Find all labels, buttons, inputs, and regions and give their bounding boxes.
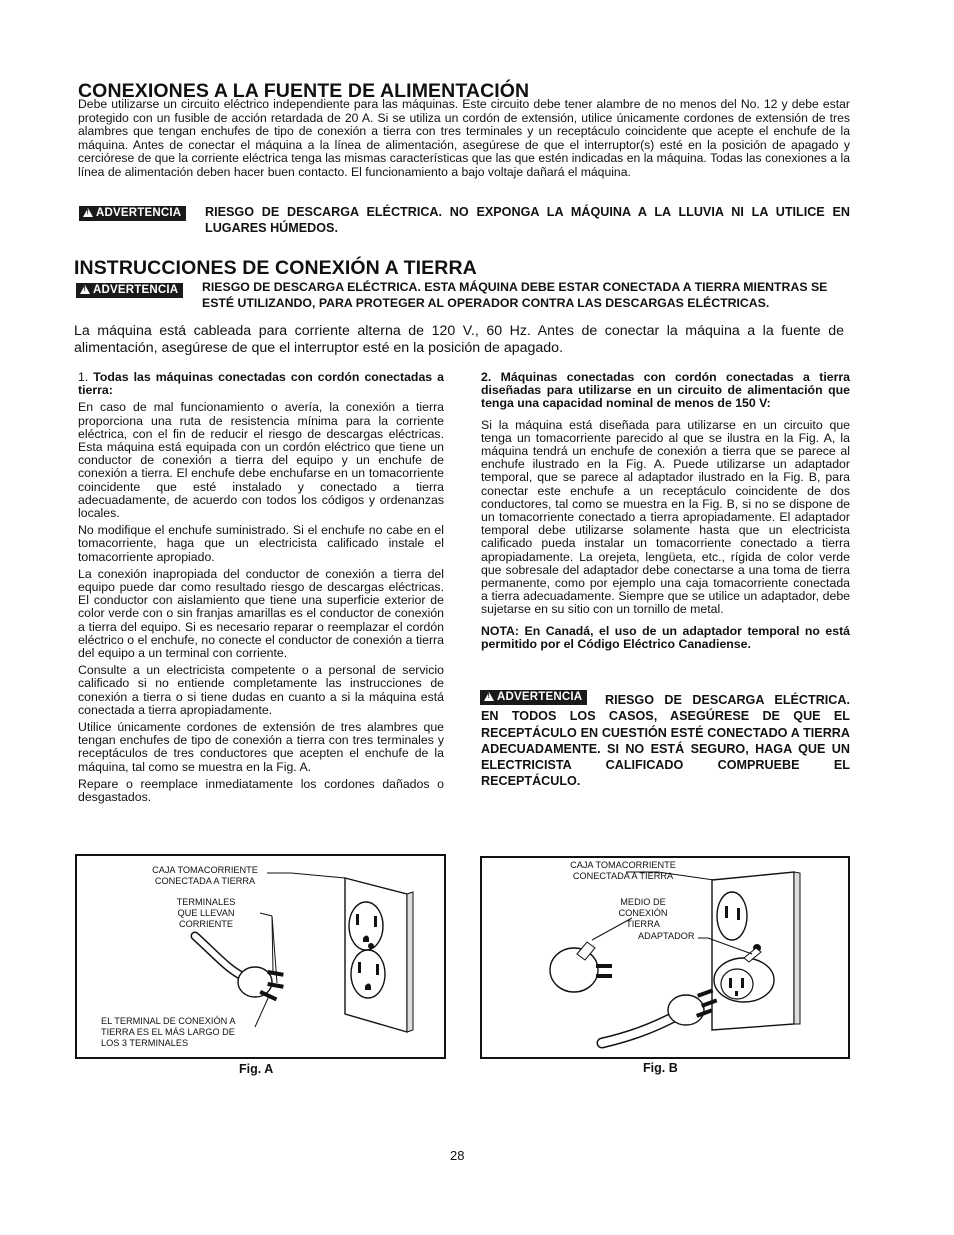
figure-b-illustration xyxy=(482,858,848,1057)
label-line: EL TERMINAL DE CONEXIÓN A xyxy=(101,1016,236,1026)
right-column xyxy=(481,371,850,655)
label-ground-terminal xyxy=(101,1016,261,1049)
power-connection-paragraph: Debe utilizarse un circuito eléctrico independiente para las máquinas. Este circuito debe tener alambre de no menos del No. 12 y debe estar protegido con un fusible de acción retardada de 20 A. Si se utiliza un cordón de extensión, utilice únicamente cordones de extensión de tres alambres que tengan enchufes de tipo de conexión a tierra con tres terminales y un receptáculo coincidente que acepte el enchufe de la máquina. Antes de conectar el máquina a la línea de alimentación, asegúrese de que el interruptor(s) esté en la posición de apagado y cerciórese de que la corriente eléctrica tenga las mismas características que las que estén indicadas en la máquina. Todas las conexiones a la línea de alimentación deben hacer buen contacto. El funcionamiento a bajo voltaje dañará el máquina. xyxy=(78,97,850,179)
label-line: CAJA TOMACORRIENTE xyxy=(570,860,676,870)
warning-text-receptacle: RIESGO DE DESCARGA ELÉCTRICA. EN TODOS LOS CASOS, ASEGÚRESE DE QUE EL RECEPTÁCULO EN CUESTIÓN ESTÉ CONECTADO A TIERRA ADECUADAMENTE. SI NO ESTÁ SEGURO, HAGA QUE UN ELECTRICISTA CALIFICADO COMPRUEBE EL RECEPTÁCULO. xyxy=(481,693,850,789)
label-line: TERMINALES xyxy=(176,897,236,907)
figure-a-caption: Fig. A xyxy=(239,1062,274,1076)
figure-a-box xyxy=(75,854,446,1059)
figure-b-box xyxy=(480,856,850,1059)
right-paragraph: Si la máquina está diseñada para utilizarse en un circuito que tenga un tomacorriente parecido al que se ilustra en la Fig. A, la máquina tendrá un enchufe de conexión a tierra que se parece al enchufe ilustrado en la Fig. A. Puede utilizarse un adaptador temporal, que se parece al adaptador ilustrado en la Fig. B, para conectar este enchufe a un receptáculo coincidente de dos conductores, tal como se muestra en la Fig. B, si no se dispone de un tomacorriente conectado a tierra apropiadamente. El adaptador temporal debe utilizarse solamente hasta que un electricista calificado pueda instalar un tomacorriente conectado a tierra apropiadamente. La orejeta, lengüeta, etc., rígida de color verde que sobresale del adaptador debe conectarse a una toma de tierra permanente, como por ejemplo una caja tomacorriente conectada a tierra adecuadamente. Siempre que se utilice un adaptador, debe sujetarse en su sitio con un tornillo de metal. xyxy=(481,417,850,617)
label-line: QUE LLEVAN xyxy=(177,908,235,918)
left-paragraph: En caso de mal funcionamiento o avería, la conexión a tierra proporciona una ruta de resistencia mínima para la corriente eléctrica, con el fin de reducir el riesgo de descargas eléctricas. Esta máquina está equipada con un cordón eléctrico que tiene un conductor de conexión a tierra del equipo y un enchufe de conexión a tierra. El enchufe debe enchufarse en un tomacorriente coincidente que esté instalado y conectado a tierra adecuadamente, de acuerdo con todos los códigos y ordenanzas locales. xyxy=(78,400,444,521)
label-line: CONECTADA A TIERRA xyxy=(572,871,674,881)
left-paragraph: Utilice únicamente cordones de extensión de tres alambres que tengan enchufes de tipo de conexión a tierra con tres terminales y receptáculos de tres conductores que acepten el enchufe de la máquina, tal como se muestra en la Fig. A. xyxy=(78,720,444,774)
left-paragraph: No modifique el enchufe suministrado. Si el enchufe no cabe en el tomacorriente, haga que un electricista calificado instale el tomacorriente apropiado. xyxy=(78,523,444,564)
label-line: TIERRA ES EL MÁS LARGO DE xyxy=(101,1027,235,1037)
label-receptacle-box-a xyxy=(144,865,266,887)
warning-text-rain: RIESGO DE DESCARGA ELÉCTRICA. NO EXPONGA LA MÁQUINA A LA LLUVIA NI LA UTILICE EN LUGARES HÚMEDOS. xyxy=(205,205,850,235)
left-column xyxy=(78,371,444,808)
left-lead xyxy=(78,371,444,397)
warning-badge-label: ADVERTENCIA xyxy=(93,284,179,296)
page-number: 28 xyxy=(450,1148,465,1163)
label-adapter: ADAPTADOR xyxy=(638,931,695,941)
label-line: TIERRA xyxy=(626,919,660,929)
label-live-terminals xyxy=(171,897,241,930)
warning-badge-label: ADVERTENCIA xyxy=(96,207,182,219)
label-receptacle-box-b xyxy=(562,860,684,882)
left-paragraph: La conexión inapropiada del conductor de conexión a tierra del equipo puede dar como resultado riesgo de descargas eléctricas. El conductor con aislamiento que tiene una superficie exterior de color verde con o sin franjas amarillas es el conductor de conexión a tierra del equipo. Si es necesario reparar o reemplazar el cordón eléctrico o el enchufe, no conecte el conductor de conexión a tierra del equipo a un terminal con corriente. xyxy=(78,566,444,661)
section-title-power: CONEXIONES A LA FUENTE DE ALIMENTACIÓN xyxy=(78,80,530,102)
canada-note: NOTA: En Canadá, el uso de un adaptador temporal no está permitido por el Código Eléctrico Canadiense. xyxy=(481,623,850,651)
left-paragraph: Consulte a un electricista competente o a personal de servicio calificado si no entiende completamente las instrucciones de conexión a tierra o si tiene dudas en cuanto a si la máquina está conectada a tierra apropiadamente. xyxy=(78,663,444,717)
warning-triangle-icon xyxy=(80,285,90,294)
label-line: CAJA TOMACORRIENTE xyxy=(152,865,258,875)
warning-badge-label: ADVERTENCIA xyxy=(497,691,583,703)
label-line: MEDIO DE CONEXIÓN xyxy=(618,897,668,918)
label-line: CORRIENTE xyxy=(178,919,234,929)
right-lead: 2. Máquinas conectadas con cordón conectadas a tierra diseñadas para utilizarse en un circuito de alimentación que tenga una capacidad nominal de menos de 150 V: xyxy=(481,370,850,411)
lead-number: 1. xyxy=(78,370,94,384)
left-paragraph: Repare o reemplace inmediatamente los cordones dañados o desgastados. xyxy=(78,776,444,805)
section-title-grounding: INSTRUCCIONES DE CONEXIÓN A TIERRA xyxy=(74,257,477,279)
label-line: LOS 3 TERMINALES xyxy=(101,1038,189,1048)
warning-badge xyxy=(76,283,183,298)
label-ground-means xyxy=(598,897,688,930)
warning-triangle-icon xyxy=(83,208,93,217)
lead-text: Todas las máquinas conectadas con cordón conectadas a tierra: xyxy=(78,370,444,398)
label-line: CONECTADA A TIERRA xyxy=(154,876,256,886)
grounding-intro-paragraph: La máquina está cableada para corriente alterna de 120 V., 60 Hz. Antes de conectar la máquina a la fuente de alimentación, asegúrese de que el interruptor esté en la posición de apagado. xyxy=(74,323,844,356)
warning-text-grounding: RIESGO DE DESCARGA ELÉCTRICA. ESTA MÁQUINA DEBE ESTAR CONECTADA A TIERRA MIENTRAS SE ESTÉ UTILIZANDO, PARA PROTEGER AL OPERADOR CONTRA LAS DESCARGAS ELÉCTRICAS. xyxy=(202,280,828,310)
warning-badge xyxy=(79,206,186,221)
figure-b-caption: Fig. B xyxy=(643,1061,678,1075)
